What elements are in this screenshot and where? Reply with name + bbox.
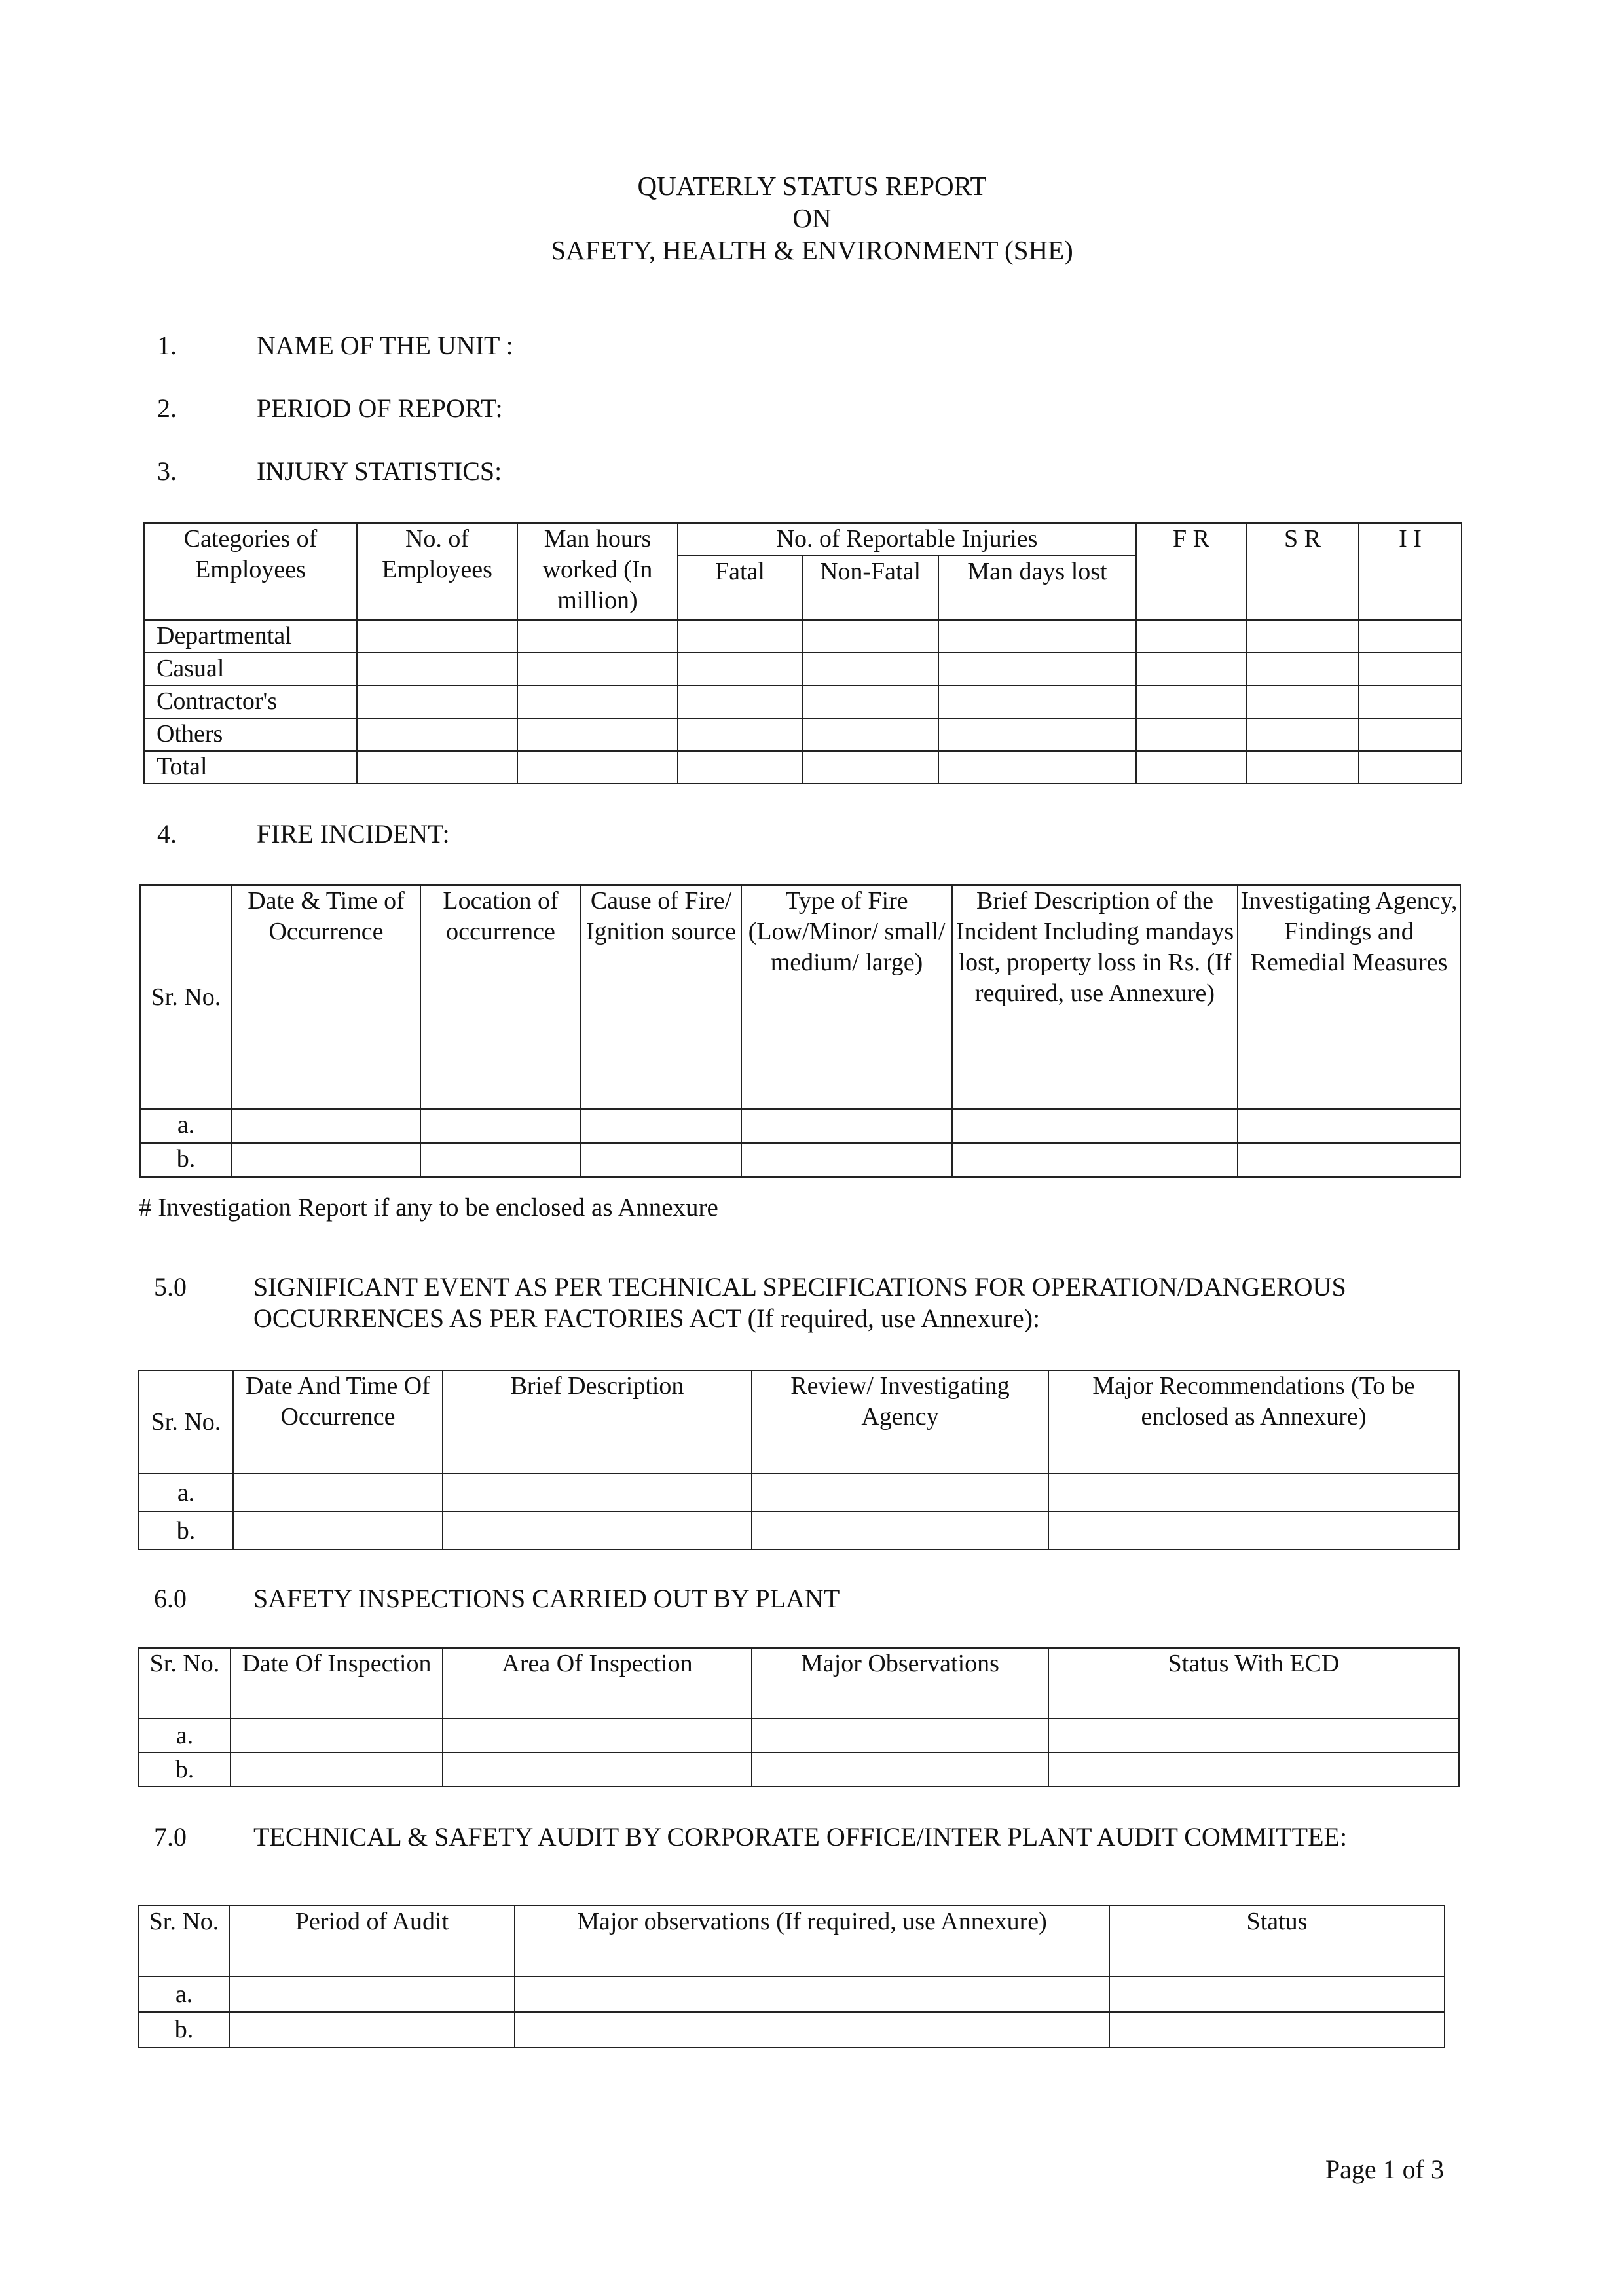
section-label: PERIOD OF REPORT: [257, 393, 503, 423]
title-line-2: ON [792, 203, 832, 233]
header-major-observations: Major Observations [752, 1648, 1048, 1719]
title-line-1: QUATERLY STATUS REPORT [637, 171, 987, 201]
table-row [139, 1512, 1459, 1550]
header-cause: Cause of Fire/ Ignition source [581, 885, 741, 1109]
header-sr-no: Sr. No. [139, 1906, 229, 1977]
table-row [144, 620, 1462, 653]
header-recommendations: Major Recommendations (To be enclosed as Annexure) [1048, 1370, 1459, 1474]
header-no-employees: No. of Employees [357, 523, 517, 620]
section-label-line-1: SIGNIFICANT EVENT AS PER TECHNICAL SPECIFICATIONS FOR OPERATION/DANGEROUS [253, 1272, 1346, 1302]
header-inspection-area: Area Of Inspection [443, 1648, 752, 1719]
header-status: Status [1109, 1906, 1445, 1977]
header-audit-period: Period of Audit [229, 1906, 515, 1977]
header-investigating-agency: Investigating Agency, Findings and Remedial Measures [1238, 885, 1460, 1109]
table-row [139, 2012, 1445, 2047]
header-fatal: Fatal [678, 556, 802, 620]
table-row [139, 1474, 1459, 1512]
row-label: b. [139, 1753, 231, 1787]
safety-inspection-table [138, 1647, 1460, 1787]
row-label: Casual [144, 653, 357, 685]
header-categories: Categories of Employees [144, 523, 357, 620]
header-description: Brief Description [443, 1370, 752, 1474]
header-reportable-injuries: No. of Reportable Injuries [678, 523, 1136, 556]
title-line-3: SAFETY, HEALTH & ENVIRONMENT (SHE) [551, 235, 1073, 265]
row-label: a. [139, 1474, 233, 1512]
header-sr-no: Sr. No. [140, 885, 232, 1109]
table-row [140, 1143, 1460, 1177]
row-label: b. [140, 1143, 232, 1177]
header-date-time: Date & Time of Occurrence [232, 885, 420, 1109]
row-label: b. [139, 2012, 229, 2047]
table-row [139, 1719, 1459, 1753]
section-label: NAME OF THE UNIT : [257, 331, 513, 360]
header-sr-no: Sr. No. [139, 1370, 233, 1474]
section-number: 3. [157, 456, 177, 486]
report-title [0, 170, 1624, 266]
section-label: SAFETY INSPECTIONS CARRIED OUT BY PLANT [253, 1584, 840, 1613]
header-fr: F R [1136, 523, 1246, 620]
header-review-agency: Review/ Investigating Agency [752, 1370, 1048, 1474]
header-sr: S R [1246, 523, 1359, 620]
section-label: FIRE INCIDENT: [257, 819, 450, 848]
section-number: 2. [157, 393, 177, 423]
table-row [144, 685, 1462, 718]
header-inspection-date: Date Of Inspection [231, 1648, 443, 1719]
injury-statistics-table [143, 522, 1462, 784]
header-major-observations: Major observations (If required, use Annexure) [515, 1906, 1109, 1977]
row-label: a. [140, 1109, 232, 1143]
section-number: 5.0 [154, 1272, 187, 1302]
significant-event-table [138, 1370, 1460, 1550]
page-number: Page 1 of 3 [1325, 2155, 1444, 2184]
header-man-hours: Man hours worked (In million) [517, 523, 678, 620]
row-label: a. [139, 1977, 229, 2012]
section-number: 4. [157, 819, 177, 848]
section-number: 7.0 [154, 1822, 187, 1851]
row-label: Others [144, 718, 357, 751]
table-row [140, 1109, 1460, 1143]
section-label-line-2: OCCURRENCES AS PER FACTORIES ACT (If required, use Annexure): [253, 1303, 1041, 1333]
section-label: TECHNICAL & SAFETY AUDIT BY CORPORATE OFFICE/INTER PLANT AUDIT COMMITTEE: [253, 1822, 1348, 1851]
row-label: a. [139, 1719, 231, 1753]
section-number: 6.0 [154, 1584, 187, 1613]
header-status: Status With ECD [1048, 1648, 1459, 1719]
header-fire-type: Type of Fire (Low/Minor/ small/ medium/ large) [741, 885, 952, 1109]
header-sr-no: Sr. No. [139, 1648, 231, 1719]
header-ii: I I [1359, 523, 1462, 620]
row-label: b. [139, 1512, 233, 1550]
header-non-fatal: Non-Fatal [802, 556, 938, 620]
row-label: Total [144, 751, 357, 784]
fire-incident-table [139, 884, 1461, 1178]
row-label: Contractor's [144, 685, 357, 718]
table-row [139, 1977, 1445, 2012]
section-label: INJURY STATISTICS: [257, 456, 502, 486]
table-row [144, 751, 1462, 784]
row-label: Departmental [144, 620, 357, 653]
table-row [144, 718, 1462, 751]
technical-audit-table [138, 1905, 1445, 2048]
section-number: 1. [157, 331, 177, 360]
investigation-note: # Investigation Report if any to be enclosed as Annexure [139, 1194, 718, 1222]
header-date-time: Date And Time Of Occurrence [233, 1370, 443, 1474]
table-row [144, 653, 1462, 685]
header-location: Location of occurrence [420, 885, 581, 1109]
table-row [139, 1753, 1459, 1787]
header-description: Brief Description of the Incident Including mandays lost, property loss in Rs. (If required, use Annexure) [952, 885, 1238, 1109]
header-man-days-lost: Man days lost [938, 556, 1136, 620]
